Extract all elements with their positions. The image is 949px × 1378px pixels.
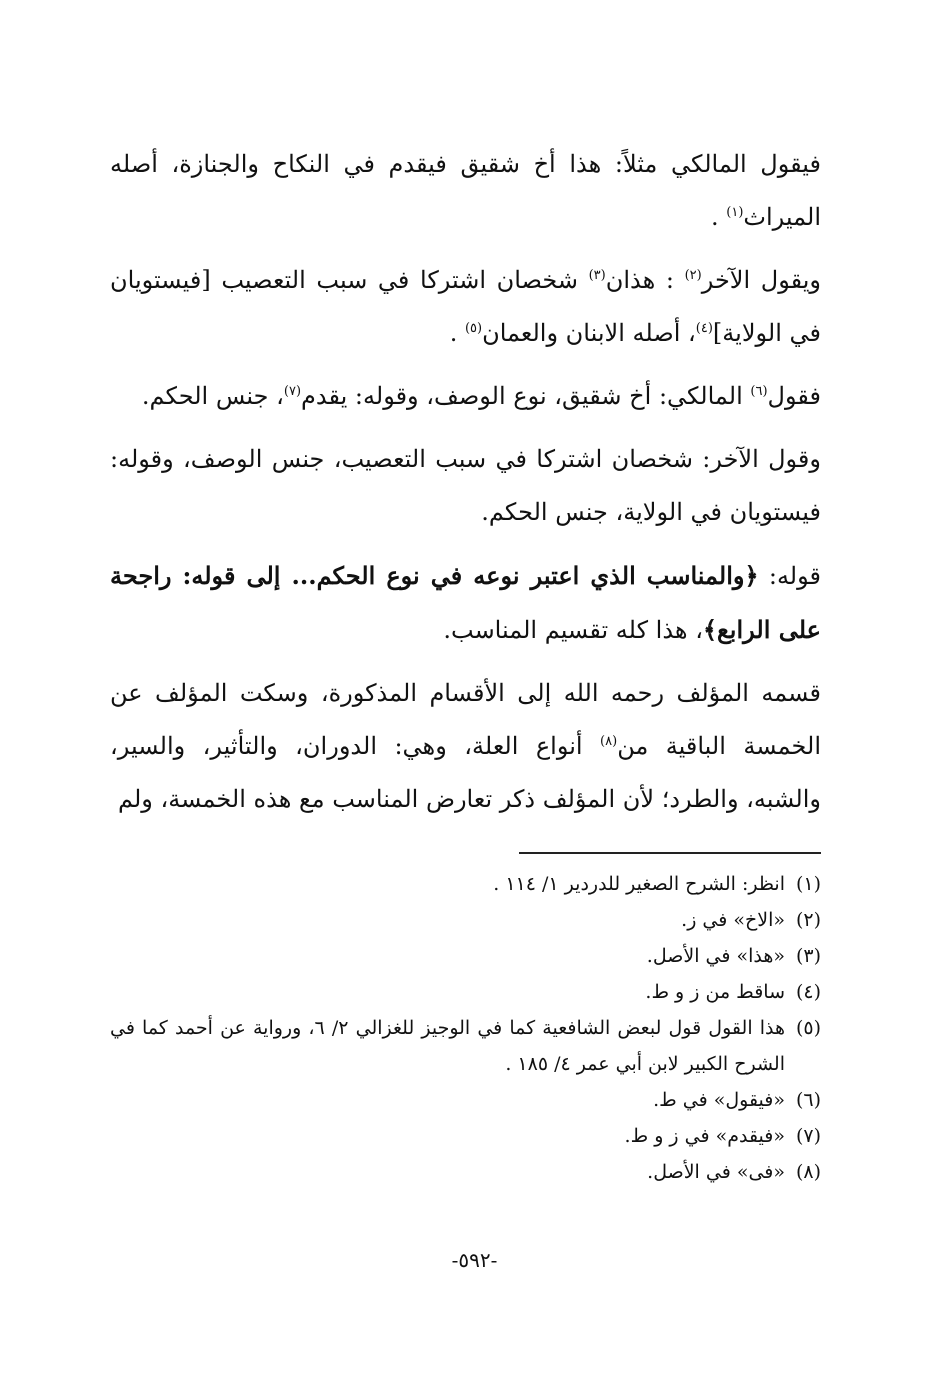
quoted-text: ﴿والمناسب الذي اعتبر نوعه في نوع الحكم... إلى قوله: راجحة على الرابع﴾ [110,561,821,644]
footnote-number: (١) [795,873,821,895]
footnote [110,1010,821,1082]
footnote [110,902,821,938]
footnote-text: «فيقول» في ط. [653,1089,785,1111]
footnote-number: (٦) [795,1089,821,1111]
footnote-text: ساقط من ز و ط. [645,981,785,1003]
text-run: وقول الآخر: شخصان اشتركا في سبب التعصيب، جنس الوصف، وقوله: فيستويان في الولاية، جنس الحكم. [110,445,821,526]
paragraph [110,138,821,244]
footnote-ref[interactable]: (٥) [464,321,483,336]
text-run: أنواع العلة، وهي: الدوران، والتأثير، والسير، والشبه، والطرد؛ لأن المؤلف ذكر تعارض المناسب مع هذه الخمسة، ولم [110,732,821,813]
footnote-ref[interactable]: (٢) [684,268,702,283]
page-number: -٥٩٢- [451,1248,498,1272]
footnotes [110,866,821,1190]
footnote-number: (٧) [795,1125,821,1147]
text-run: ، هذا كله تقسيم المناسب. [443,616,703,644]
main-text [110,138,821,836]
paragraph [110,549,821,657]
text-run: ويقول الآخر [701,266,822,294]
footnote [110,974,821,1010]
footnote-ref[interactable]: (٦) [750,384,768,399]
footnote-ref[interactable]: (٧) [283,384,302,399]
footnote [110,938,821,974]
text-run: ، أصله الابنان والعمان [482,319,696,347]
footnote-text: «هذا» في الأصل. [646,945,785,967]
footnote-ref[interactable]: (١) [726,205,744,220]
footnote-number: (٤) [795,981,821,1003]
paragraph [110,254,821,360]
text-run: قوله: [758,562,821,590]
paragraph [110,667,821,826]
text-run: فيقول المالكي مثلاً: هذا أخ شقيق فيقدم في النكاح والجنازة، أصله الميراث [110,150,821,231]
footnote-number: (٥) [795,1017,821,1039]
footnote-text: انظر: الشرح الصغير للدردير ١/ ١١٤ . [493,873,785,895]
footnote-text: «فيقدم» في ز و ط. [624,1125,785,1147]
text-run: فقول [767,382,821,410]
text-run: المالكي: أخ شقيق، نوع الوصف، وقوله: يقدم [301,382,751,410]
footnote-separator [519,852,821,854]
footnote-text: هذا القول قول لبعض الشافعية كما في الوجيز للغزالي ٢/ ٦، ورواية عن أحمد كما في الشرح الكبير لابن أبي عمر ٤/ ١٨٥ . [110,1017,785,1075]
text-run: : هذان [605,266,685,294]
footnote [110,1154,821,1190]
footnote-text: «الاخ» في ز. [681,909,785,931]
footnote [110,1082,821,1118]
footnote-number: (٣) [795,945,821,967]
text-run: ، جنس الحكم. [141,382,284,410]
footnote-number: (٢) [795,909,821,931]
text-run: قسمه المؤلف رحمه الله إلى الأقسام المذكورة، وسكت المؤلف عن الخمسة الباقية من [110,679,821,760]
footnote-number: (٨) [795,1161,821,1183]
footnote [110,1118,821,1154]
paragraph [110,370,821,423]
footnote-ref[interactable]: (٨) [600,734,618,749]
text-run: . [710,203,727,231]
footnote-text: «فى» في الأصل. [647,1161,785,1183]
footnote [110,866,821,902]
footnote-ref[interactable]: (٤) [695,321,713,336]
text-run: شخصان اشتركا في سبب التعصيب [فيستويان في الولاية] [110,266,821,347]
footnote-ref[interactable]: (٣) [588,268,606,283]
paragraph [110,433,821,539]
text-run: . [449,319,465,347]
